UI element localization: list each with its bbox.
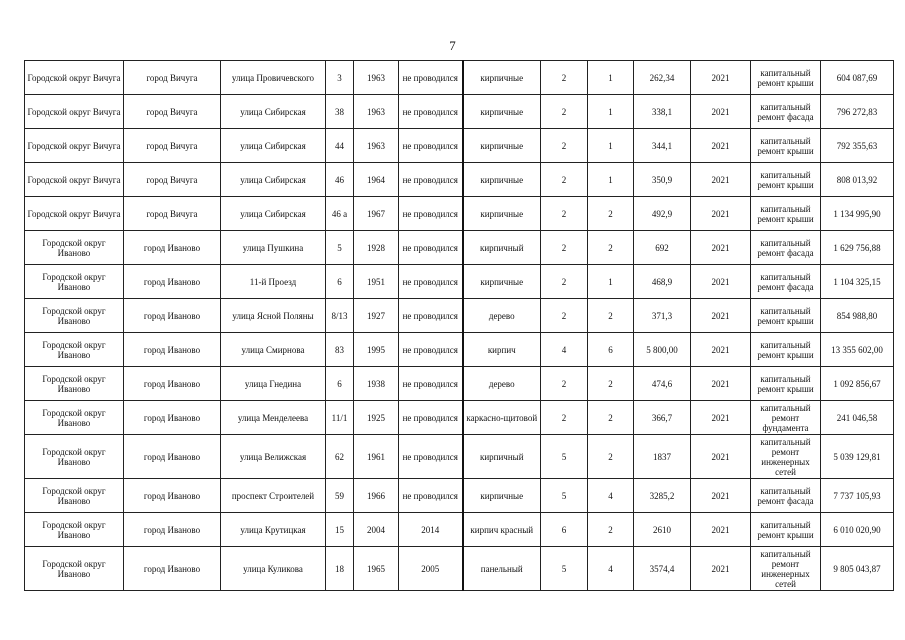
cell-build-year: 1966 <box>354 479 399 513</box>
cell-settlement: город Вичуга <box>124 129 221 163</box>
cell-last-repair: не проводился <box>399 401 463 435</box>
cell-area: 1837 <box>634 435 691 479</box>
cell-last-repair: не проводился <box>399 231 463 265</box>
cell-area: 468,9 <box>634 265 691 299</box>
cell-build-year: 1965 <box>354 547 399 591</box>
cell-wall-material: панельный <box>463 547 541 591</box>
cell-settlement: город Иваново <box>124 299 221 333</box>
cell-settlement: город Иваново <box>124 231 221 265</box>
cell-municipality: Городской округ Иваново <box>25 435 124 479</box>
cell-settlement: город Вичуга <box>124 95 221 129</box>
table-body <box>25 61 894 591</box>
cell-plan-year: 2021 <box>691 513 751 547</box>
cell-street: улица Велижская <box>221 435 326 479</box>
cell-street: улица Ясной Поляны <box>221 299 326 333</box>
cell-area: 474,6 <box>634 367 691 401</box>
cell-work-type: капитальный ремонт инженерных сетей <box>751 435 821 479</box>
cell-floors: 5 <box>541 435 588 479</box>
cell-floors: 2 <box>541 197 588 231</box>
cell-last-repair: не проводился <box>399 333 463 367</box>
cell-cost: 13 355 602,00 <box>821 333 894 367</box>
cell-plan-year: 2021 <box>691 299 751 333</box>
cell-plan-year: 2021 <box>691 479 751 513</box>
cell-area: 366,7 <box>634 401 691 435</box>
cell-entrances: 6 <box>588 333 634 367</box>
cell-municipality: Городской округ Иваново <box>25 299 124 333</box>
cell-house-number: 6 <box>326 367 354 401</box>
cell-wall-material: кирпичные <box>463 479 541 513</box>
cell-build-year: 1967 <box>354 197 399 231</box>
cell-street: улица Сибирская <box>221 129 326 163</box>
cell-settlement: город Иваново <box>124 367 221 401</box>
cell-wall-material: дерево <box>463 367 541 401</box>
cell-wall-material: кирпичные <box>463 95 541 129</box>
cell-floors: 2 <box>541 401 588 435</box>
cell-work-type: капитальный ремонт фасада <box>751 265 821 299</box>
cell-build-year: 1963 <box>354 95 399 129</box>
cell-municipality: Городской округ Иваново <box>25 513 124 547</box>
cell-wall-material: кирпичные <box>463 129 541 163</box>
cell-build-year: 1928 <box>354 231 399 265</box>
cell-floors: 6 <box>541 513 588 547</box>
cell-municipality: Городской округ Иваново <box>25 367 124 401</box>
cell-floors: 2 <box>541 231 588 265</box>
cell-build-year: 1961 <box>354 435 399 479</box>
cell-settlement: город Вичуга <box>124 163 221 197</box>
cell-area: 3574,4 <box>634 547 691 591</box>
cell-plan-year: 2021 <box>691 61 751 95</box>
cell-work-type: капитальный ремонт крыши <box>751 333 821 367</box>
table-row <box>25 197 894 231</box>
cell-plan-year: 2021 <box>691 547 751 591</box>
cell-cost: 6 010 020,90 <box>821 513 894 547</box>
cell-work-type: капитальный ремонт фасада <box>751 95 821 129</box>
cell-municipality: Городской округ Иваново <box>25 231 124 265</box>
cell-settlement: город Иваново <box>124 265 221 299</box>
cell-plan-year: 2021 <box>691 265 751 299</box>
cell-work-type: капитальный ремонт крыши <box>751 367 821 401</box>
cell-plan-year: 2021 <box>691 197 751 231</box>
cell-entrances: 1 <box>588 61 634 95</box>
cell-house-number: 15 <box>326 513 354 547</box>
cell-plan-year: 2021 <box>691 333 751 367</box>
table-row <box>25 479 894 513</box>
cell-house-number: 3 <box>326 61 354 95</box>
table-row <box>25 95 894 129</box>
cell-cost: 1 104 325,15 <box>821 265 894 299</box>
cell-street: улица Сибирская <box>221 163 326 197</box>
table-row <box>25 61 894 95</box>
cell-municipality: Городской округ Иваново <box>25 333 124 367</box>
cell-wall-material: кирпичные <box>463 61 541 95</box>
cell-wall-material: каркасно-щитовой <box>463 401 541 435</box>
cell-entrances: 2 <box>588 231 634 265</box>
cell-municipality: Городской округ Иваново <box>25 479 124 513</box>
cell-entrances: 2 <box>588 299 634 333</box>
cell-build-year: 1925 <box>354 401 399 435</box>
cell-area: 2610 <box>634 513 691 547</box>
cell-settlement: город Иваново <box>124 479 221 513</box>
cell-last-repair: не проводился <box>399 265 463 299</box>
cell-street: улица Менделеева <box>221 401 326 435</box>
cell-area: 5 800,00 <box>634 333 691 367</box>
cell-floors: 2 <box>541 163 588 197</box>
cell-work-type: капитальный ремонт инженерных сетей <box>751 547 821 591</box>
cell-floors: 4 <box>541 333 588 367</box>
cell-work-type: капитальный ремонт фундамента <box>751 401 821 435</box>
table-row <box>25 333 894 367</box>
cell-street: улица Сибирская <box>221 95 326 129</box>
page-number: 7 <box>449 38 456 53</box>
cell-house-number: 18 <box>326 547 354 591</box>
houses-table <box>24 60 894 591</box>
cell-entrances: 2 <box>588 401 634 435</box>
cell-last-repair: не проводился <box>399 163 463 197</box>
cell-entrances: 2 <box>588 435 634 479</box>
cell-cost: 792 355,63 <box>821 129 894 163</box>
table-row <box>25 299 894 333</box>
cell-street: улица Провичевского <box>221 61 326 95</box>
cell-settlement: город Иваново <box>124 401 221 435</box>
cell-cost: 796 272,83 <box>821 95 894 129</box>
cell-street: улица Пушкина <box>221 231 326 265</box>
cell-work-type: капитальный ремонт крыши <box>751 163 821 197</box>
cell-last-repair: не проводился <box>399 95 463 129</box>
cell-municipality: Городской округ Вичуга <box>25 197 124 231</box>
cell-settlement: город Иваново <box>124 435 221 479</box>
cell-work-type: капитальный ремонт крыши <box>751 197 821 231</box>
cell-cost: 854 988,80 <box>821 299 894 333</box>
cell-area: 344,1 <box>634 129 691 163</box>
cell-last-repair: не проводился <box>399 479 463 513</box>
cell-work-type: капитальный ремонт крыши <box>751 299 821 333</box>
cell-settlement: город Иваново <box>124 547 221 591</box>
cell-plan-year: 2021 <box>691 367 751 401</box>
cell-last-repair: не проводился <box>399 129 463 163</box>
cell-floors: 2 <box>541 129 588 163</box>
table-row <box>25 401 894 435</box>
cell-build-year: 1938 <box>354 367 399 401</box>
cell-entrances: 1 <box>588 95 634 129</box>
cell-municipality: Городской округ Вичуга <box>25 95 124 129</box>
cell-area: 371,3 <box>634 299 691 333</box>
cell-house-number: 44 <box>326 129 354 163</box>
cell-municipality: Городской округ Иваново <box>25 547 124 591</box>
cell-wall-material: дерево <box>463 299 541 333</box>
cell-house-number: 38 <box>326 95 354 129</box>
cell-house-number: 59 <box>326 479 354 513</box>
cell-last-repair: не проводился <box>399 299 463 333</box>
cell-last-repair: 2005 <box>399 547 463 591</box>
cell-house-number: 83 <box>326 333 354 367</box>
cell-cost: 1 134 995,90 <box>821 197 894 231</box>
cell-entrances: 2 <box>588 513 634 547</box>
cell-entrances: 1 <box>588 129 634 163</box>
cell-street: улица Крутицкая <box>221 513 326 547</box>
cell-wall-material: кирпич красный <box>463 513 541 547</box>
table-row <box>25 231 894 265</box>
cell-build-year: 1963 <box>354 61 399 95</box>
table-row <box>25 367 894 401</box>
table-row <box>25 129 894 163</box>
cell-build-year: 1927 <box>354 299 399 333</box>
cell-area: 350,9 <box>634 163 691 197</box>
cell-plan-year: 2021 <box>691 129 751 163</box>
cell-wall-material: кирпичные <box>463 265 541 299</box>
cell-street: улица Смирнова <box>221 333 326 367</box>
cell-floors: 2 <box>541 61 588 95</box>
cell-work-type: капитальный ремонт фасада <box>751 479 821 513</box>
cell-cost: 7 737 105,93 <box>821 479 894 513</box>
cell-municipality: Городской округ Иваново <box>25 401 124 435</box>
cell-house-number: 6 <box>326 265 354 299</box>
cell-wall-material: кирпичные <box>463 197 541 231</box>
cell-work-type: капитальный ремонт крыши <box>751 61 821 95</box>
cell-settlement: город Вичуга <box>124 61 221 95</box>
cell-area: 262,34 <box>634 61 691 95</box>
cell-cost: 1 092 856,67 <box>821 367 894 401</box>
cell-last-repair: 2014 <box>399 513 463 547</box>
table-row <box>25 265 894 299</box>
cell-wall-material: кирпичный <box>463 231 541 265</box>
cell-build-year: 1964 <box>354 163 399 197</box>
cell-house-number: 46 <box>326 163 354 197</box>
cell-work-type: капитальный ремонт крыши <box>751 513 821 547</box>
cell-municipality: Городской округ Вичуга <box>25 129 124 163</box>
cell-last-repair: не проводился <box>399 197 463 231</box>
cell-entrances: 4 <box>588 547 634 591</box>
cell-entrances: 2 <box>588 367 634 401</box>
cell-area: 692 <box>634 231 691 265</box>
cell-area: 3285,2 <box>634 479 691 513</box>
table-row <box>25 435 894 479</box>
cell-last-repair: не проводился <box>399 435 463 479</box>
cell-street: улица Сибирская <box>221 197 326 231</box>
cell-plan-year: 2021 <box>691 231 751 265</box>
cell-house-number: 8/13 <box>326 299 354 333</box>
cell-plan-year: 2021 <box>691 95 751 129</box>
cell-floors: 5 <box>541 479 588 513</box>
table-row <box>25 513 894 547</box>
cell-street: улица Гнедина <box>221 367 326 401</box>
cell-street: улица Куликова <box>221 547 326 591</box>
cell-settlement: город Иваново <box>124 333 221 367</box>
cell-street: 11-й Проезд <box>221 265 326 299</box>
cell-wall-material: кирпичный <box>463 435 541 479</box>
cell-wall-material: кирпичные <box>463 163 541 197</box>
cell-settlement: город Вичуга <box>124 197 221 231</box>
cell-work-type: капитальный ремонт крыши <box>751 129 821 163</box>
cell-municipality: Городской округ Иваново <box>25 265 124 299</box>
cell-entrances: 1 <box>588 163 634 197</box>
cell-plan-year: 2021 <box>691 401 751 435</box>
table-row <box>25 163 894 197</box>
cell-cost: 1 629 756,88 <box>821 231 894 265</box>
cell-plan-year: 2021 <box>691 435 751 479</box>
table-row <box>25 547 894 591</box>
cell-build-year: 1963 <box>354 129 399 163</box>
cell-build-year: 1951 <box>354 265 399 299</box>
cell-cost: 808 013,92 <box>821 163 894 197</box>
cell-last-repair: не проводился <box>399 367 463 401</box>
cell-street: проспект Строителей <box>221 479 326 513</box>
cell-house-number: 62 <box>326 435 354 479</box>
cell-entrances: 1 <box>588 265 634 299</box>
cell-house-number: 11/1 <box>326 401 354 435</box>
cell-municipality: Городской округ Вичуга <box>25 163 124 197</box>
cell-floors: 2 <box>541 265 588 299</box>
cell-floors: 2 <box>541 95 588 129</box>
cell-house-number: 5 <box>326 231 354 265</box>
cell-cost: 5 039 129,81 <box>821 435 894 479</box>
cell-house-number: 46 а <box>326 197 354 231</box>
cell-floors: 2 <box>541 367 588 401</box>
cell-area: 492,9 <box>634 197 691 231</box>
cell-area: 338,1 <box>634 95 691 129</box>
cell-municipality: Городской округ Вичуга <box>25 61 124 95</box>
cell-plan-year: 2021 <box>691 163 751 197</box>
cell-floors: 2 <box>541 299 588 333</box>
cell-entrances: 4 <box>588 479 634 513</box>
cell-cost: 604 087,69 <box>821 61 894 95</box>
cell-entrances: 2 <box>588 197 634 231</box>
cell-floors: 5 <box>541 547 588 591</box>
cell-last-repair: не проводился <box>399 61 463 95</box>
cell-build-year: 2004 <box>354 513 399 547</box>
cell-cost: 9 805 043,87 <box>821 547 894 591</box>
cell-wall-material: кирпич <box>463 333 541 367</box>
cell-work-type: капитальный ремонт фасада <box>751 231 821 265</box>
cell-build-year: 1995 <box>354 333 399 367</box>
cell-settlement: город Иваново <box>124 513 221 547</box>
cell-cost: 241 046,58 <box>821 401 894 435</box>
